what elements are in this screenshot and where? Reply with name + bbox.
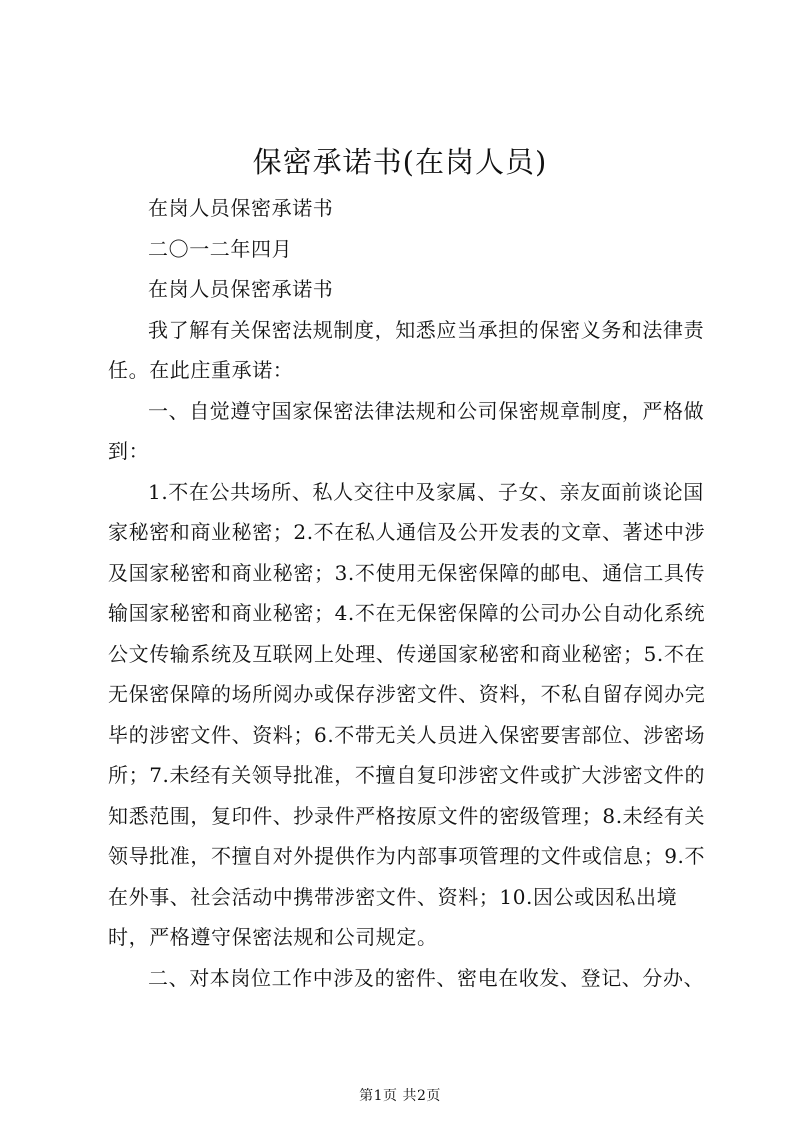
paragraph-subtitle: 在岗人员保密承诺书	[148, 196, 334, 220]
document-title: 保密承诺书(在岗人员)	[252, 145, 548, 179]
page-footer: 第1页 共2页	[359, 1088, 441, 1104]
paragraph-section-two: 二、对本岗位工作中涉及的密件、密电在收发、登记、分办、	[148, 965, 705, 990]
document-body	[108, 188, 708, 998]
paragraph-intro: 我了解有关保密法规制度，知悉应当承担的保密义务和法律责任。在此庄重承诺：	[108, 317, 705, 382]
paragraph-section-one: 一、自觉遵守国家保密法律法规和公司保密规章制度，严格做到：	[108, 398, 705, 463]
paragraph-date: 二〇一二年四月	[148, 236, 293, 261]
paragraph-rules-list: 1.不在公共场所、私人交往中及家属、子女、亲友面前谈论国家秘密和商业秘密；2.不在私人通信及公开发表的文章、著述中涉及国家秘密和商业秘密；3.不使用无保密保障的邮电、通信工具传输国家秘密和商业秘密；4.不在无保密保障的公司办公自动化系统公文传输系统及互联网上处理、传递国家秘密和商业秘密；5.不在无保密保障的场所阅办或保存涉密文件、资料，不私自留存阅办完毕的涉密文件、资料；6.不带无关人员进入保密要害部位、涉密场所；7.未经有关领导批准，不擅自复印涉密文件或扩大涉密文件的知悉范围，复印件、抄录件严格按原文件的密级管理；8.未经有关领导批准，不擅自对外提供作为内部事项管理的文件或信息；9.不在外事、社会活动中携带涉密文件、资料；10.因公或因私出境时，严格遵守保密法规和公司规定。	[108, 479, 706, 949]
paragraph-heading: 在岗人员保密承诺书	[148, 277, 334, 301]
